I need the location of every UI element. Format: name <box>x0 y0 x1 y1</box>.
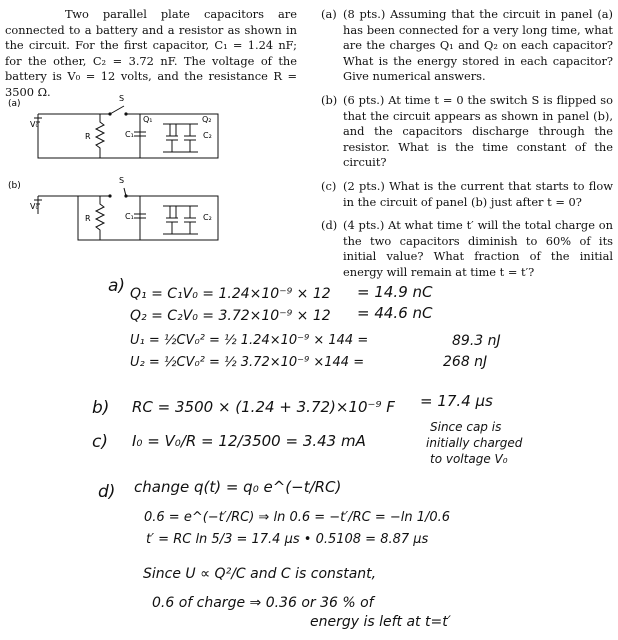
problem-parts <box>321 7 613 289</box>
panel-b-switch-label: S <box>119 176 125 185</box>
panel-a-resistor-label: R <box>85 132 91 141</box>
part-a-label: (a) <box>321 7 337 21</box>
panel-b-label: (b) <box>8 181 21 191</box>
part-d <box>321 218 613 280</box>
sol-c-note3: to voltage V₀ <box>430 452 508 466</box>
problem-intro-text: Two parallel plate capacitors are connected to a battery and a resistor as shown in the circuit. For the first capacitor, C₁ = 1.24 nF; for the other, C₂ = 3.72 nF. The voltage of the battery is V₀ = 12 volts, and the resistance R = 3500 Ω. <box>5 7 297 99</box>
sol-c-note2: initially charged <box>426 436 523 450</box>
part-b <box>321 93 613 171</box>
circuit-panel-b <box>0 174 300 246</box>
circuit-panel-a <box>0 92 300 164</box>
sol-a-line4-result: 268 nJ <box>443 354 488 370</box>
sol-d-line6: energy is left at t=t′ <box>310 614 451 630</box>
part-c-text: (2 pts.) What is the current that starts to flow in the circuit of panel (b) just after t = 0? <box>343 178 613 209</box>
sol-a-line2: Q₂ = C₂V₀ = 3.72×10⁻⁹ × 12 <box>130 308 331 324</box>
part-c-label: (c) <box>321 178 337 193</box>
sol-d-line4: Since U ∝ Q²/C and C is constant, <box>143 566 377 582</box>
part-a-text: (8 pts.) Assuming that the circuit in panel (a) has been connected for a very long time, what are the charges Q₁ and Q₂ on each capacitor? What is the energy stored in each capacitor? Give numerical answers. <box>343 7 613 84</box>
panel-a-cap2-label: C₂ <box>203 131 212 140</box>
part-b-text: (6 pts.) At time t = 0 the switch S is flipped so that the circuit appears as shown in panel (b), and the capacitors discharge through the resistor. What is the time constant of the circuit? <box>343 92 613 170</box>
panel-a-battery-label: V₀ <box>30 120 39 129</box>
part-c <box>321 179 613 210</box>
sol-c-note1: Since cap is <box>430 420 502 434</box>
sol-a-line3-result: 89.3 nJ <box>452 333 501 349</box>
sol-d-mark: d) <box>98 482 116 502</box>
sol-d-line2: 0.6 = e^(−t′/RC) ⇒ ln 0.6 = −t′/RC = −ln 1/0.6 <box>144 510 451 525</box>
panel-a-switch-label: S <box>119 94 125 103</box>
sol-c-line1: I₀ = V₀/R = 12/3500 = 3.43 mA <box>132 432 366 450</box>
part-a <box>321 7 613 85</box>
panel-b-battery-label: V₀ <box>30 202 39 211</box>
panel-a-label: (a) <box>8 99 21 109</box>
panel-b-cap2-label: C₂ <box>203 213 212 222</box>
sol-a-line1: Q₁ = C₁V₀ = 1.24×10⁻⁹ × 12 <box>130 286 331 302</box>
part-d-text: (4 pts.) At what time t′ will the total charge on the two capacitors diminish to 60% of its initial value? What fraction of the initial energy will remain at time t = t′? <box>343 218 613 279</box>
panel-a-charge1-label: Q₁ <box>143 115 153 124</box>
panel-b-resistor-label: R <box>85 214 91 223</box>
sol-d-line1: change q(t) = q₀ e^(−t/RC) <box>134 478 342 496</box>
part-d-label: (d) <box>321 218 338 233</box>
sol-d-line3: t′ = RC ln 5/3 = 17.4 μs • 0.5108 = 8.87 μs <box>146 532 429 547</box>
problem-intro <box>5 7 297 101</box>
sol-a-line1-result: = 14.9 nC <box>357 283 433 301</box>
sol-b-mark: b) <box>92 398 110 418</box>
panel-b-cap1-label: C₁ <box>125 212 134 221</box>
part-b-label: (b) <box>321 92 338 107</box>
panel-a-charge2-label: Q₂ <box>202 115 212 124</box>
sol-a-line2-result: = 44.6 nC <box>357 304 433 322</box>
sol-c-mark: c) <box>92 432 108 452</box>
sol-d-line5: 0.6 of charge ⇒ 0.36 or 36 % of <box>152 595 374 611</box>
sol-a-mark: a) <box>108 276 126 296</box>
panel-a-cap1-label: C₁ <box>125 130 134 139</box>
sol-b-line1: RC = 3500 × (1.24 + 3.72)×10⁻⁹ F <box>132 398 395 416</box>
sol-b-line1-result: = 17.4 μs <box>420 392 493 410</box>
sol-a-line3: U₁ = ½CV₀² = ½ 1.24×10⁻⁹ × 144 = <box>130 333 369 348</box>
sol-a-line4: U₂ = ½CV₀² = ½ 3.72×10⁻⁹ ×144 = <box>130 355 365 370</box>
